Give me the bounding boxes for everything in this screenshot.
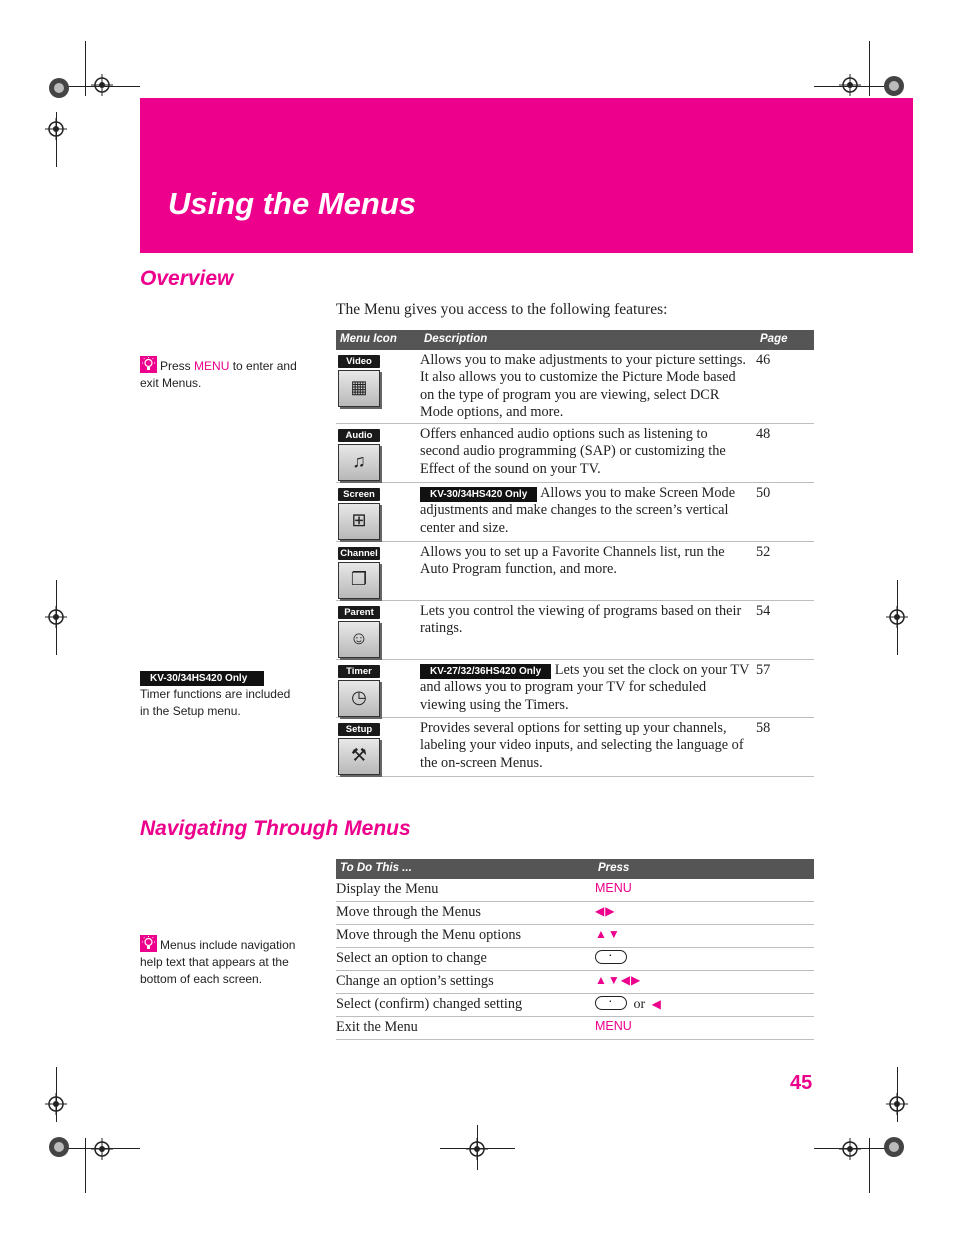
registration-starburst-icon (48, 77, 70, 99)
video-icon: Video ▦ (338, 355, 380, 405)
nav-action: Move through the Menu options (336, 927, 522, 943)
feature-page: 52 (756, 544, 771, 560)
chapter-title: Using the Menus (168, 186, 417, 221)
feature-description: Provides several options for setting up your channels, labeling your video inputs, and selecting the language of the on-screen Menus. (420, 720, 744, 771)
screen-icon: Screen ⊞ (338, 488, 380, 538)
lightbulb-tip-icon (140, 356, 157, 373)
registration-crosshair-icon (466, 1138, 488, 1160)
registration-starburst-icon (883, 1136, 905, 1158)
registration-crosshair-icon (91, 1138, 113, 1160)
page-number: 45 (790, 1072, 813, 1094)
icon-label: Parent (338, 606, 380, 619)
registration-crosshair-icon (839, 74, 861, 96)
setup-icon: Setup ⚒ (338, 723, 380, 773)
model-badge: KV-27/32/36HS420 Only (420, 664, 551, 679)
icon-label: Screen (338, 488, 380, 501)
nav-press (595, 973, 641, 987)
tip-line2: help text that appears at the (140, 955, 289, 969)
overview-heading: Overview (140, 267, 234, 290)
nav-row (336, 1017, 814, 1040)
icon-label: Timer (338, 665, 380, 678)
navigation-table-header (336, 859, 814, 879)
nav-action: Change an option’s settings (336, 973, 494, 989)
feature-page: 48 (756, 426, 771, 442)
or-text: or (633, 997, 646, 1012)
icon-label: Audio (338, 429, 380, 442)
icon-label: Setup (338, 723, 380, 736)
lightbulb-tip-icon (140, 935, 157, 952)
feature-row-parent (336, 601, 814, 660)
registration-crosshair-icon (886, 1093, 908, 1115)
feature-description: KV-27/32/36HS420 Only Lets you set the clock on your TV and allows you to program your TV for scheduled viewing using the Timers. (420, 662, 750, 713)
arrow-four-way-icon: ▲▼◀▶ (595, 973, 642, 987)
nav-press (595, 996, 662, 1013)
header-menu-icon: Menu Icon (340, 333, 397, 345)
registration-crosshair-icon (45, 1093, 67, 1115)
joystick-button-icon (595, 996, 627, 1010)
feature-page: 58 (756, 720, 771, 736)
arrow-left-icon: ◀ (651, 997, 662, 1011)
feature-page: 54 (756, 603, 771, 619)
nav-action: Exit the Menu (336, 1019, 418, 1035)
registration-crosshair-icon (91, 74, 113, 96)
nav-row (336, 971, 814, 994)
tip-prefix: Press (160, 359, 191, 373)
feature-row-audio (336, 424, 814, 483)
audio-icon: Audio ♫ (338, 429, 380, 479)
registration-crosshair-icon (839, 1138, 861, 1160)
nav-action: Select (confirm) changed setting (336, 996, 523, 1012)
registration-starburst-icon (48, 1136, 70, 1158)
header-press: Press (598, 862, 630, 874)
navigating-heading: Navigating Through Menus (140, 817, 411, 840)
tip-line2: exit Menus. (140, 376, 202, 390)
nav-action: Move through the Menus (336, 904, 481, 920)
header-action: To Do This ... (340, 862, 412, 874)
registration-starburst-icon (883, 75, 905, 97)
nav-action: Display the Menu (336, 881, 439, 897)
header-page: Page (760, 333, 788, 345)
nav-press (595, 950, 627, 965)
feature-description: Allows you to set up a Favorite Channels list, run the Auto Program function, and more. (420, 544, 725, 578)
nav-action: Select an option to change (336, 950, 487, 966)
feature-row-screen (336, 483, 814, 542)
navigation-table (336, 859, 814, 1040)
menu-tip (140, 356, 310, 392)
timer-side-note (140, 669, 315, 720)
registration-crosshair-icon (45, 118, 67, 140)
feature-row-channel (336, 542, 814, 601)
nav-press (595, 904, 615, 918)
feature-page: 57 (756, 662, 771, 678)
nav-row (336, 879, 814, 902)
nav-row (336, 902, 814, 925)
crop-mark (869, 41, 870, 96)
nav-press (595, 927, 621, 941)
menu-button-label: MENU (595, 1019, 632, 1033)
feature-row-video (336, 350, 814, 424)
nav-row (336, 925, 814, 948)
tip-line3: bottom of each screen. (140, 972, 263, 986)
feature-row-timer (336, 660, 814, 718)
icon-label: Video (338, 355, 380, 368)
arrow-left-right-icon: ◀▶ (595, 904, 616, 918)
feature-description: Allows you to make adjustments to your picture settings. It also allows you to customize the Picture Mode based on the type of program you are viewing, select DCR Mode options, and more. (420, 352, 747, 420)
model-badge: KV-30/34HS420 Only (140, 671, 264, 686)
parent-icon: Parent ☺ (338, 606, 380, 656)
feature-description: Offers enhanced audio options such as listening to second audio programming (SAP) or customizing the Effect of the sound on your TV. (420, 426, 726, 477)
crop-mark (85, 1138, 86, 1193)
overview-intro: The Menu gives you access to the following features: (336, 301, 668, 318)
model-badge: KV-30/34HS420 Only (420, 487, 537, 502)
icon-label: Channel (338, 547, 380, 560)
crop-mark (869, 1138, 870, 1193)
features-table (336, 330, 814, 777)
feature-page: 50 (756, 485, 771, 501)
timer-icon: Timer ◷ (338, 665, 380, 715)
registration-crosshair-icon (886, 606, 908, 628)
features-table-header (336, 330, 814, 350)
menu-button-label: MENU (595, 881, 632, 895)
feature-description: Lets you control the viewing of programs based on their ratings. (420, 603, 742, 637)
joystick-button-icon (595, 950, 627, 964)
crop-mark (85, 41, 86, 96)
tip-menu-word: MENU (194, 359, 230, 373)
feature-description: KV-30/34HS420 Only Allows you to make Screen Mode adjustments and make changes to the screen’s vertical center and size. (420, 485, 736, 536)
channel-icon: Channel ❐ (338, 547, 380, 597)
side-note-line1: Timer functions are included (140, 687, 291, 701)
navigation-tip (140, 935, 315, 988)
tip-line1: Menus include navigation (160, 938, 296, 952)
registration-crosshair-icon (45, 606, 67, 628)
feature-row-setup (336, 718, 814, 777)
feature-page: 46 (756, 352, 771, 368)
tip-suffix: to enter and (232, 359, 297, 373)
nav-row (336, 948, 814, 971)
header-description: Description (424, 333, 488, 345)
nav-row (336, 994, 814, 1017)
arrow-up-down-icon: ▲▼ (595, 927, 621, 941)
chapter-banner (140, 98, 913, 253)
side-note-line2: in the Setup menu. (140, 704, 241, 718)
